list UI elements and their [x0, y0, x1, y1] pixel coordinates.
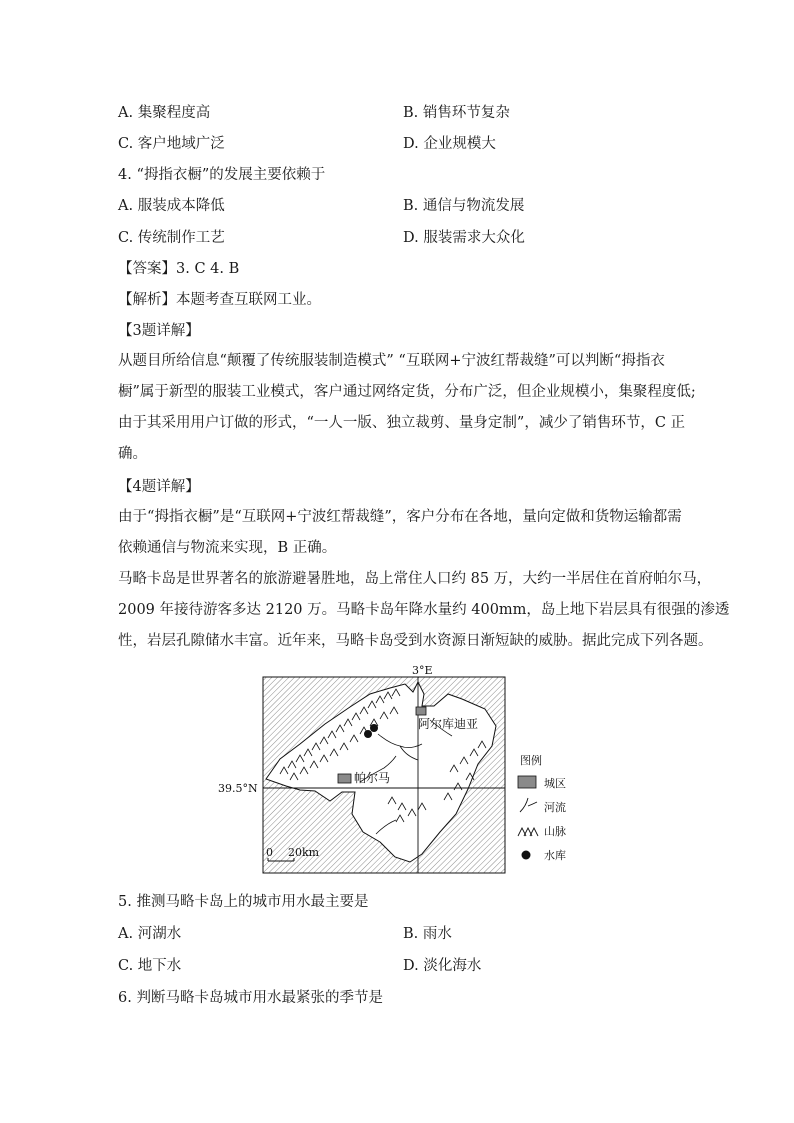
- q4-option-b: B. 通信与物流发展: [403, 198, 525, 214]
- q3-detail-line: 橱”属于新型的服装工业模式，客户通过网络定货，分布广泛，但企业规模小，集聚程度低;: [118, 384, 696, 400]
- legend-river-label: 河流: [544, 801, 566, 814]
- q3-option-c: C. 客户地域广泛: [118, 136, 225, 152]
- q5-stem: 5. 推测马略卡岛上的城市用水最主要是: [118, 894, 369, 910]
- reservoir-icon: [522, 851, 531, 860]
- legend: [518, 753, 566, 862]
- passage-line: 马略卡岛是世界著名的旅游避暑胜地，岛上常住人口约 85 万，大约一半居住在首府帕尔马，: [118, 571, 712, 587]
- q4-option-c: C. 传统制作工艺: [118, 230, 225, 246]
- q4-stem: 4. “拇指衣橱”的发展主要依赖于: [118, 167, 326, 183]
- analysis-line: 【解析】本题考查互联网工业。: [118, 292, 321, 308]
- legend-city-swatch: [518, 776, 536, 788]
- q3-detail-line: 从题目所给信息“颠覆了传统服装制造模式” “互联网+宁波红帮裁缝”可以判断“拇指衣: [118, 353, 665, 369]
- q3-option-a: A. 集聚程度高: [118, 105, 211, 121]
- passage-line: 性，岩层孔隙储水丰富。近年来，马略卡岛受到水资源日渐短缺的威胁。据此完成下列各题。: [118, 633, 713, 649]
- q5-option-c: C. 地下水: [118, 958, 182, 974]
- q3-detail-line: 由于其采用用户订做的形式，“一人一版、独立裁剪、量身定制”，减少了销售环节，C 正: [118, 415, 686, 431]
- mallorca-map: [200, 664, 600, 876]
- passage-text: [118, 564, 730, 657]
- q4-option-d: D. 服装需求大众化: [403, 230, 525, 246]
- q3-detail-line: 确。: [118, 446, 147, 462]
- q5-option-d: D. 淡化海水: [403, 958, 482, 974]
- q3-detail-heading: 【3题详解】: [118, 323, 200, 339]
- parallel-label: 39.5°N: [218, 782, 258, 795]
- q4-option-a: A. 服装成本降低: [118, 198, 225, 214]
- q5-option-b: B. 雨水: [403, 926, 452, 942]
- city-label-palma: 帕尔马: [354, 771, 391, 785]
- reservoir-marker: [364, 730, 372, 738]
- city-area-palma: [338, 774, 351, 783]
- meridian-label: 3°E: [412, 664, 433, 677]
- city-label-alcudia: 阿尔库迪亚: [418, 717, 479, 731]
- answer-line: 【答案】3. C 4. B: [118, 261, 240, 277]
- q3-option-b: B. 销售环节复杂: [403, 105, 510, 121]
- q4-detail-line: 依赖通信与物流来实现，B 正确。: [118, 540, 337, 556]
- reservoir-marker: [370, 724, 378, 732]
- q4-detail-heading: 【4题详解】: [118, 479, 200, 495]
- legend-title: 图例: [520, 754, 542, 767]
- city-area-alcudia: [416, 707, 426, 715]
- mountain-icon: [518, 828, 538, 836]
- q3-option-d: D. 企业规模大: [403, 136, 496, 152]
- q6-stem: 6. 判断马略卡岛城市用水最紧张的季节是: [118, 990, 383, 1006]
- scale-zero: 0: [266, 846, 273, 859]
- q5-option-a: A. 河湖水: [118, 926, 182, 942]
- scale-label: 20km: [288, 846, 320, 859]
- q3-detail-text: [118, 346, 696, 470]
- legend-mountain-label: 山脉: [544, 825, 566, 838]
- q4-detail-text: [118, 502, 680, 564]
- passage-line: 2009 年接待游客多达 2120 万。马略卡岛年降水量约 400mm，岛上地下岩层具有很强的渗透: [118, 602, 730, 618]
- river-icon: [520, 798, 537, 812]
- legend-city-label: 城区: [544, 777, 566, 790]
- legend-reservoir-label: 水库: [544, 849, 566, 862]
- q4-detail-line: 由于“拇指衣橱”是“互联网+宁波红帮裁缝”，客户分布在各地，量向定做和货物运输都需: [118, 509, 682, 525]
